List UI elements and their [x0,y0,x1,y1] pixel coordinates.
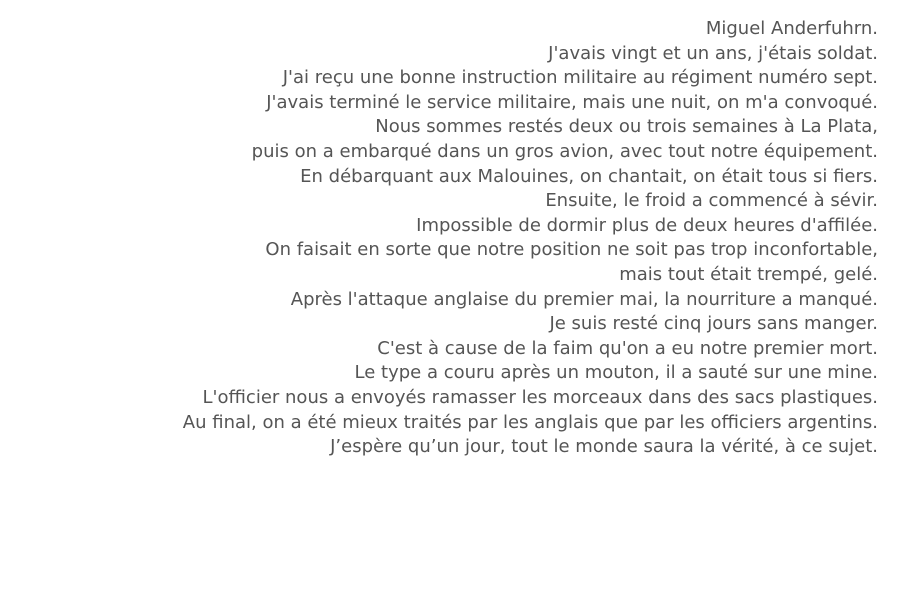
text-line: Impossible de dormir plus de deux heures d'affilée. [416,214,878,236]
text-line: Ensuite, le froid a commencé à sévir. [545,190,878,212]
text-line: On faisait en sorte que notre position ne soit pas trop inconfortable, [265,239,878,261]
text-line: L'officier nous a envoyés ramasser les morceaux dans des sacs plastiques. [202,386,878,408]
text-line: En débarquant aux Malouines, on chantait, on était tous si fiers. [300,165,878,187]
text-line: mais tout était trempé, gelé. [619,263,878,285]
text-line: Après l'attaque anglaise du premier mai, la nourriture a manqué. [290,288,878,310]
text-line: Le type a couru après un mouton, il a sauté sur une mine. [354,362,878,384]
testimony-text [0,17,878,460]
text-line: Au final, on a été mieux traités par les anglais que par les officiers argentins. [182,411,878,433]
text-line: J'avais terminé le service militaire, mais une nuit, on m'a convoqué. [266,91,878,113]
text-line-author: Miguel Anderfuhrn. [705,18,878,39]
text-line: C'est à cause de la faim qu'on a eu notre premier mort. [377,337,878,359]
text-line: Je suis resté cinq jours sans manger. [549,313,878,335]
text-line: J'ai reçu une bonne instruction militaire au régiment numéro sept. [282,67,878,89]
text-line: J’espère qu’un jour, tout le monde saura la vérité, à ce sujet. [330,436,878,458]
text-line: J'avais vingt et un ans, j'étais soldat. [548,42,878,64]
text-line: puis on a embarqué dans un gros avion, avec tout notre équipement. [251,140,878,162]
text-line: Nous sommes restés deux ou trois semaines à La Plata, [375,116,878,138]
